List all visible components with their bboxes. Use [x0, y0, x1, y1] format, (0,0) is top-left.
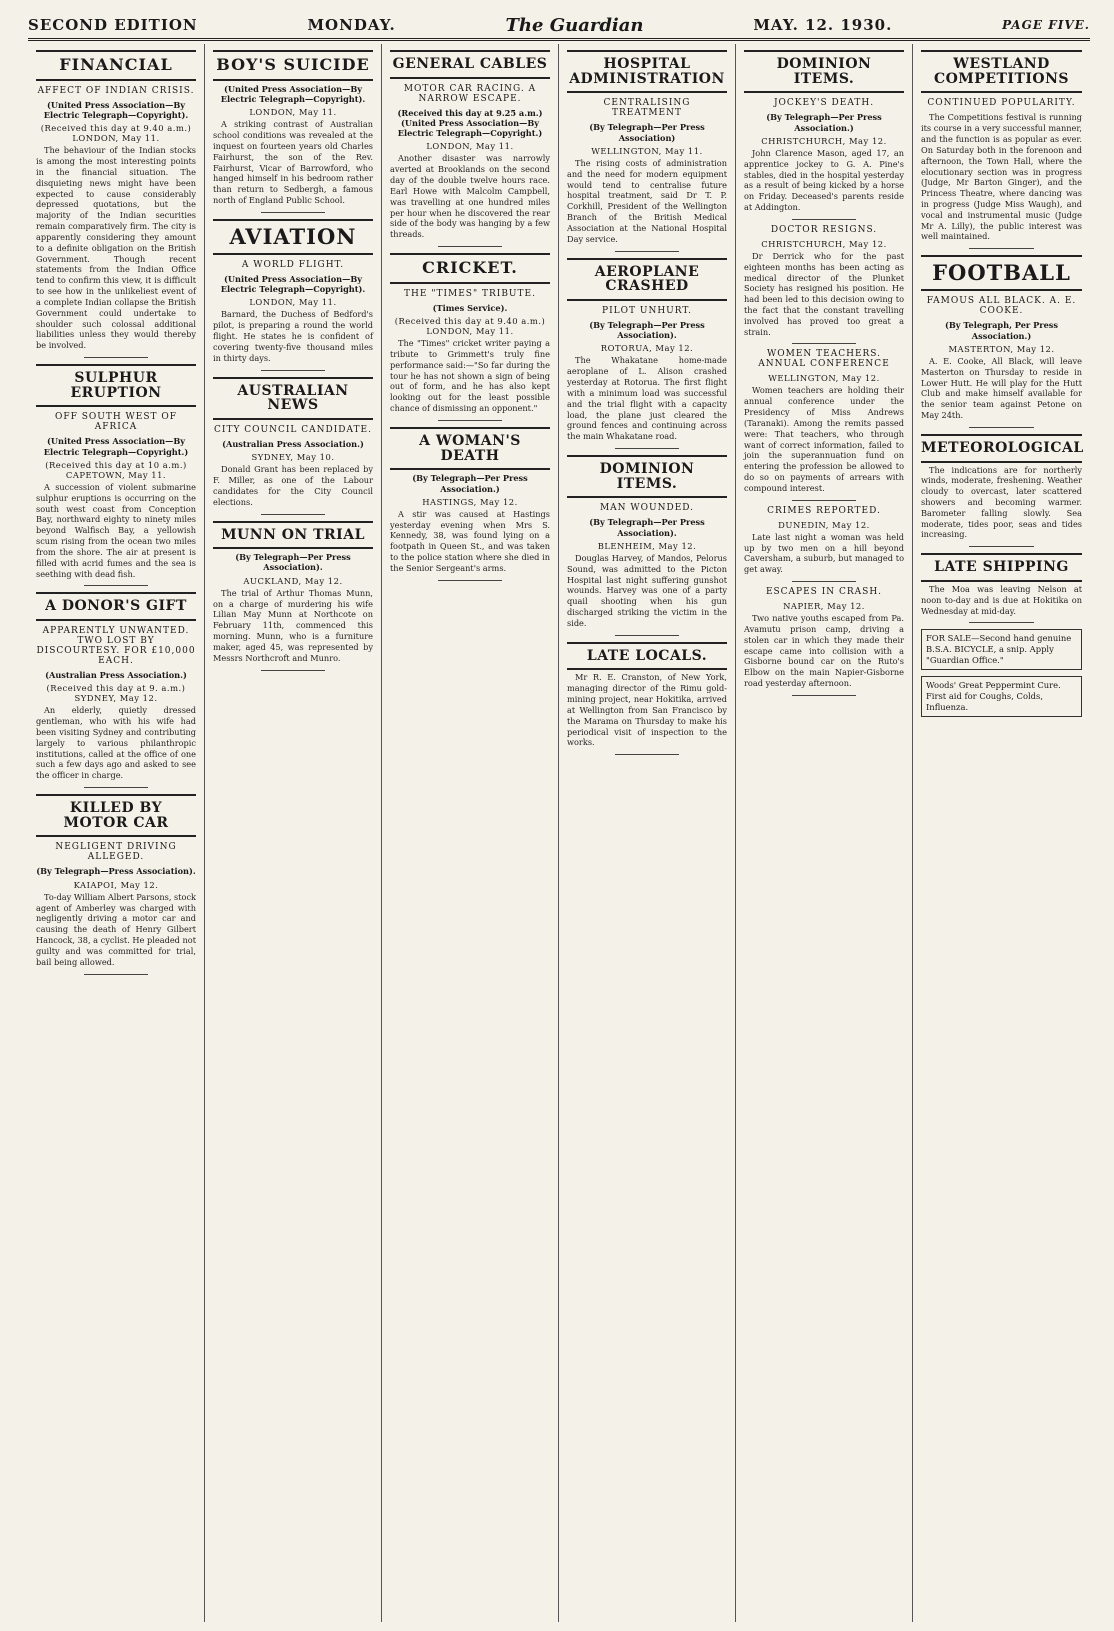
- divider: [615, 635, 679, 636]
- article-dateline: HASTINGS, May 12.: [422, 496, 518, 507]
- article-subhead: PILOT UNHURT.: [602, 305, 692, 316]
- article-credit: (By Telegraph—Per Press Association).: [589, 319, 705, 341]
- article-subhead: CITY COUNCIL CANDIDATE.: [214, 424, 372, 435]
- article-dateline: ROTORUA, May 12.: [600, 343, 694, 354]
- article-credit: (Australian Press Association.): [222, 438, 364, 449]
- article-credit: (By Telegraph—Press Association).: [36, 866, 196, 877]
- article-headline: METEOROLOGICAL: [921, 434, 1082, 463]
- divider: [615, 251, 679, 252]
- article-credit: (By Telegraph, Per Press Association.): [944, 320, 1058, 341]
- article-credit: (United Press Association—By Electric Telegraph—Copyright).: [220, 273, 366, 295]
- article-body: A succession of violent submarine sulphur eruptions is occurring on the south west coast from Conception Bay, northward eighty to ninety miles beyond Walfisch Bay, a yellowish scum rising from the ocean two miles from the shore. The air at present is filled with acrid fumes and the sea is seething with dead fish.: [36, 481, 196, 579]
- article-body: Mr R. E. Cranston, of New York, managing director of the Rimu gold-mining project, near Hokitika, arrived at Wellington from San Francisco by the Marama on Thursday to make his periodical visit of inspection to the works.: [567, 672, 727, 748]
- article-subhead: ESCAPES IN CRASH.: [765, 587, 883, 598]
- classified-ad: FOR SALE—Second hand genuine B.S.A. BICYCLE, a snip. Apply "Guardian Office.": [921, 629, 1082, 670]
- article-credit: (By Telegraph—Per Press Association).: [589, 517, 705, 538]
- article-dateline: BLENHEIM, May 12.: [597, 540, 697, 551]
- article-headline: GENERAL CABLES: [390, 50, 550, 79]
- page-label: PAGE FIVE.: [1002, 18, 1090, 32]
- divider: [615, 754, 679, 755]
- article-dateline: (Received this day at 9.40 a.m.) LONDON, May 11.: [40, 123, 192, 144]
- article-body: The indications are for northerly winds, moderate, freshening. Weather cloudy to overcast, later scattered showers and becoming warmer. Barometer falling slowly. Sea moderate, tides poor, seas and tides increasing.: [921, 464, 1082, 540]
- article-body: A striking contrast of Australian school conditions was revealed at the inquest on fourteen years old Charles Fairhurst, the son of the Rev. Fairhurst, Vicar of Barrowford, who hanged himself in his bedroom rather than return to Sedbergh, a famous north of England Public School.: [213, 119, 373, 206]
- divider: [792, 581, 856, 582]
- divider: [84, 974, 148, 975]
- article-body: A stir was caused at Hastings yesterday evening when Mrs S. Kennedy, 38, was found lying on a footpath in Queen St., and was taken to the police station where she died in the Senior Sergeant's arms.: [390, 508, 550, 573]
- article-headline: A WOMAN'S DEATH: [390, 427, 550, 470]
- divider: [438, 246, 502, 247]
- article-headline: DOMINION ITEMS.: [567, 455, 727, 498]
- column-3: [382, 44, 559, 1622]
- article-headline: SULPHUR ERUPTION: [36, 364, 196, 407]
- article-body: Donald Grant has been replaced by F. Miller, as one of the Labour candidates for the City Council elections.: [213, 464, 373, 507]
- article-subhead: AFFECT OF INDIAN CRISIS.: [37, 85, 195, 96]
- article-dateline: CHRISTCHURCH, May 12.: [761, 135, 887, 146]
- article-credit: (By Telegraph—Per Press Association.): [412, 473, 528, 494]
- article-subhead: APPARENTLY UNWANTED. TWO LOST BY DISCOURTESY. FOR £10,000 EACH.: [36, 626, 196, 667]
- article-subhead: OFF SOUTH WEST OF AFRICA: [54, 412, 178, 433]
- divider: [261, 514, 325, 515]
- article-body: Dr Derrick who for the past eighteen months has been acting as medical director of the Plunket Society has resigned his position. He had been led to this decision owing to the fact that the constant travelling involved has proved too great a strain.: [744, 250, 904, 337]
- divider: [84, 787, 148, 788]
- article-subhead: THE "TIMES" TRIBUTE.: [404, 288, 536, 299]
- column-5: [736, 44, 913, 1622]
- masthead: [28, 12, 1090, 41]
- article-body: Barnard, the Duchess of Bedford's pilot, is preparing a round the world flight. He states he is confident of covering twenty-five thousand miles in thirty days.: [213, 309, 373, 363]
- article-body: Another disaster was narrowly averted at Brooklands on the second day of the double twelve hours race. Earl Howe with Malcolm Campbell, was travelling at one hundred miles per hour when he discovered the rear side of the body was hanging by a few threads.: [390, 153, 550, 240]
- divider: [261, 370, 325, 371]
- article-subhead: DOCTOR RESIGNS.: [770, 224, 878, 235]
- article-credit: (United Press Association—By Electric Telegraph—Copyright).: [43, 99, 189, 121]
- column-6: [913, 44, 1090, 1622]
- article-credit: (Received this day at 9.25 a.m.) (United Press Association—By Electric Telegraph—Copyright.): [397, 107, 543, 139]
- columns: [28, 44, 1090, 1622]
- article-headline: A DONOR'S GIFT: [36, 592, 196, 621]
- article-credit: (By Telegraph—Per Press Association).: [235, 552, 351, 573]
- divider: [792, 219, 856, 220]
- article-body: Late last night a woman was held up by two men on a hill beyond Caversham, a suburb, but managed to get away.: [744, 531, 904, 575]
- article-body: The trial of Arthur Thomas Munn, on a charge of murdering his wife Lilian May Munn at Northcote on February 11th, commenced this morning. Munn, who is a furniture maker, aged 45, was represented by Messrs Northcroft and Munro.: [213, 587, 373, 663]
- paper-title: The Guardian: [505, 14, 644, 36]
- divider: [969, 622, 1033, 623]
- edition-label: SECOND EDITION: [28, 16, 198, 34]
- article-dateline: AUCKLAND, May 12.: [243, 575, 343, 586]
- divider: [969, 546, 1033, 547]
- article-headline: LATE LOCALS.: [567, 642, 727, 671]
- article-subhead: CONTINUED POPULARITY.: [927, 98, 1076, 109]
- article-dateline: (Received this day at 10 a.m.) CAPETOWN, May 11.: [45, 459, 187, 480]
- article-headline: AEROPLANE CRASHED: [567, 258, 727, 301]
- column-2: [205, 44, 382, 1622]
- article-body: An elderly, quietly dressed gentleman, who with his wife had been visiting Sydney and contributing largely to various philanthropic institutions, called at the office of one such a few days ago and asked to see the officer in charge.: [36, 705, 196, 781]
- divider: [969, 248, 1033, 249]
- article-subhead: CRIMES REPORTED.: [767, 505, 881, 516]
- article-subhead: A WORLD FLIGHT.: [241, 259, 345, 270]
- article-headline: LATE SHIPPING: [921, 553, 1082, 582]
- article-body: The Whakatane home-made aeroplane of L. Alison crashed yesterday at Rotorua. The first flight with a minimum load was successful and the trial flight with a capacity load, the plane just cleared the ground fences and continuing across the main Whakatane road.: [567, 355, 727, 442]
- article-body: The behaviour of the Indian stocks is among the most interesting points in the financial situation. The disquieting news might have been expected to cause considerably depressed quotations, but the majority of the Indian securities remain comparatively firm. The city is apparently considering they amount to a definite obligation on the British Government. Though recent statements from the Indian Office tend to confirm this view, it is difficult to see how in the unlikeliest event of a complete Indian collapse the British Government could undertake to shoulder such colossal additional liabilities unless they would thereby be involved.: [36, 145, 196, 351]
- article-body: Douglas Harvey, of Mandos, Pelorus Sound, was admitted to the Picton Hospital last night suffering gunshot wounds. Harvey was one of a party quail shooting when his gun discharged striking the victim in the side.: [567, 552, 727, 628]
- article-credit: (By Telegraph—Per Press Association): [589, 122, 705, 143]
- column-4: [559, 44, 736, 1622]
- divider: [438, 580, 502, 581]
- article-dateline: LONDON, May 11.: [426, 141, 514, 152]
- article-headline: FOOTBALL: [921, 255, 1082, 291]
- article-dateline: DUNEDIN, May 12.: [778, 519, 870, 530]
- article-dateline: LONDON, May 11.: [249, 297, 337, 308]
- divider: [615, 448, 679, 449]
- article-body: To-day William Albert Parsons, stock agent of Amberley was charged with negligently driving a motor car and causing the death of Henry Gilbert Hancock, 38, a cyclist. He pleaded not guilty and was committed for trial, bail being allowed.: [36, 891, 197, 967]
- divider: [84, 585, 148, 586]
- article-dateline: LONDON, May 11.: [249, 107, 337, 118]
- article-headline: CRICKET.: [390, 253, 550, 284]
- article-credit: (Australian Press Association.): [45, 670, 187, 681]
- article-subhead: WOMEN TEACHERS. ANNUAL CONFERENCE: [758, 349, 890, 370]
- article-dateline: KAIAPOI, May 12.: [73, 879, 159, 890]
- article-body: John Clarence Mason, aged 17, an apprentice jockey to G. A. Pine's stables, died in the hospital yesterday as a result of being kicked by a horse on Friday. Deceased's parents reside at Addington.: [744, 147, 904, 213]
- article-dateline: NAPIER, May 12.: [783, 601, 865, 612]
- article-credit: (United Press Association—By Electric Telegraph—Copyright).: [220, 83, 366, 105]
- article-credit: (Times Service).: [432, 302, 508, 313]
- article-body: Women teachers are holding their annual conference under the Presidency of Miss Andrews (Taranaki). Among the remits passed were: That teachers, who through want of correct information, failed to join the superannuation fund on entering the profession be allowed to do so on payments of arrears with compound interest.: [744, 385, 904, 493]
- divider: [969, 427, 1033, 428]
- article-headline: MUNN ON TRIAL: [213, 521, 373, 550]
- article-subhead: MAN WOUNDED.: [599, 503, 695, 514]
- article-headline: AUSTRALIAN NEWS: [213, 377, 373, 420]
- article-body: A. E. Cooke, All Black, will leave Masterton on Thursday to reside in Lower Hutt. He will play for the Hutt Club and make himself available for the senior team against Petone on May 24th.: [921, 355, 1082, 420]
- article-subhead: NEGLIGENT DRIVING ALLEGED.: [55, 842, 177, 863]
- article-headline: FINANCIAL: [36, 50, 196, 81]
- date-label: MAY. 12. 1930.: [753, 16, 893, 34]
- article-dateline: WELLINGTON, May 11.: [591, 145, 703, 156]
- article-dateline: SYDNEY, May 10.: [251, 452, 335, 463]
- article-body: Two native youths escaped from Pa. Avamutu prison camp, driving a stolen car in which they made their escape came into collision with a Gisborne bound car on the Ruto's Elbow on the main Napier-Gisborne road yesterday afternoon.: [744, 613, 904, 689]
- article-headline: WESTLAND COMPETITIONS: [921, 50, 1082, 93]
- article-headline: DOMINION ITEMS.: [744, 50, 904, 93]
- article-credit: (By Telegraph—Per Press Association.): [766, 112, 882, 133]
- divider: [438, 420, 502, 421]
- article-subhead: MOTOR CAR RACING. A NARROW ESCAPE.: [403, 83, 537, 104]
- article-dateline: (Received this day at 9.40 a.m.) LONDON, May 11.: [394, 316, 546, 337]
- article-headline: HOSPITAL ADMINISTRATION: [567, 50, 727, 93]
- article-body: The Moa was leaving Nelson at noon to-day and is due at Hokitika on Wednesday at mid-day.: [921, 584, 1082, 616]
- divider: [261, 670, 325, 671]
- column-1: [28, 44, 205, 1622]
- article-dateline: WELLINGTON, May 12.: [768, 373, 880, 384]
- classified-ad: Woods' Great Peppermint Cure. First aid for Coughs, Colds, Influenza.: [921, 676, 1082, 717]
- day-label: MONDAY.: [307, 16, 396, 34]
- article-dateline: CHRISTCHURCH, May 12.: [761, 238, 887, 249]
- article-headline: AVIATION: [213, 219, 373, 255]
- article-credit: (United Press Association—By Electric Telegraph—Copyright.): [43, 436, 189, 457]
- divider: [792, 500, 856, 501]
- divider: [792, 343, 856, 344]
- article-subhead: CENTRALISING TREATMENT: [603, 98, 691, 119]
- article-body: The rising costs of administration and the need for modern equipment would tend to centralise future hospital treatment, said Dr T. P. Corkhill, President of the Wellington Branch of the British Medical Association at the National Hospital Day service.: [567, 157, 727, 244]
- article-subhead: FAMOUS ALL BLACK. A. E. COOKE.: [926, 296, 1077, 317]
- article-body: The Competitions festival is running its course in a very successful manner, and the function is as popular as ever. On Saturday both in the forenoon and afternoon, the Town Hall, where the elocutionary section was in progress (Judge, Mr Barton Ginger), and the Princess Theatre, where dancing was in progress (Judge Miss Waugh), and vocal and instrumental music (Judge Mr A. Lilly), the public interest was well maintained.: [921, 112, 1082, 242]
- article-headline: BOY'S SUICIDE: [213, 50, 373, 81]
- article-body: The "Times" cricket writer paying a tribute to Grimmett's truly fine performance said:—"So far during the tour he has not shown a sign of being out of form, and he has also kept looking out for the least possible chance of dismissing an opponent.": [390, 338, 550, 414]
- article-dateline: MASTERTON, May 12.: [948, 343, 1055, 354]
- article-headline: KILLED BY MOTOR CAR: [36, 794, 196, 837]
- divider: [84, 357, 148, 358]
- article-subhead: JOCKEY'S DEATH.: [773, 98, 875, 109]
- divider: [261, 212, 325, 213]
- article-dateline: (Received this day at 9. a.m.) SYDNEY, May 12.: [46, 683, 186, 704]
- divider: [792, 695, 856, 696]
